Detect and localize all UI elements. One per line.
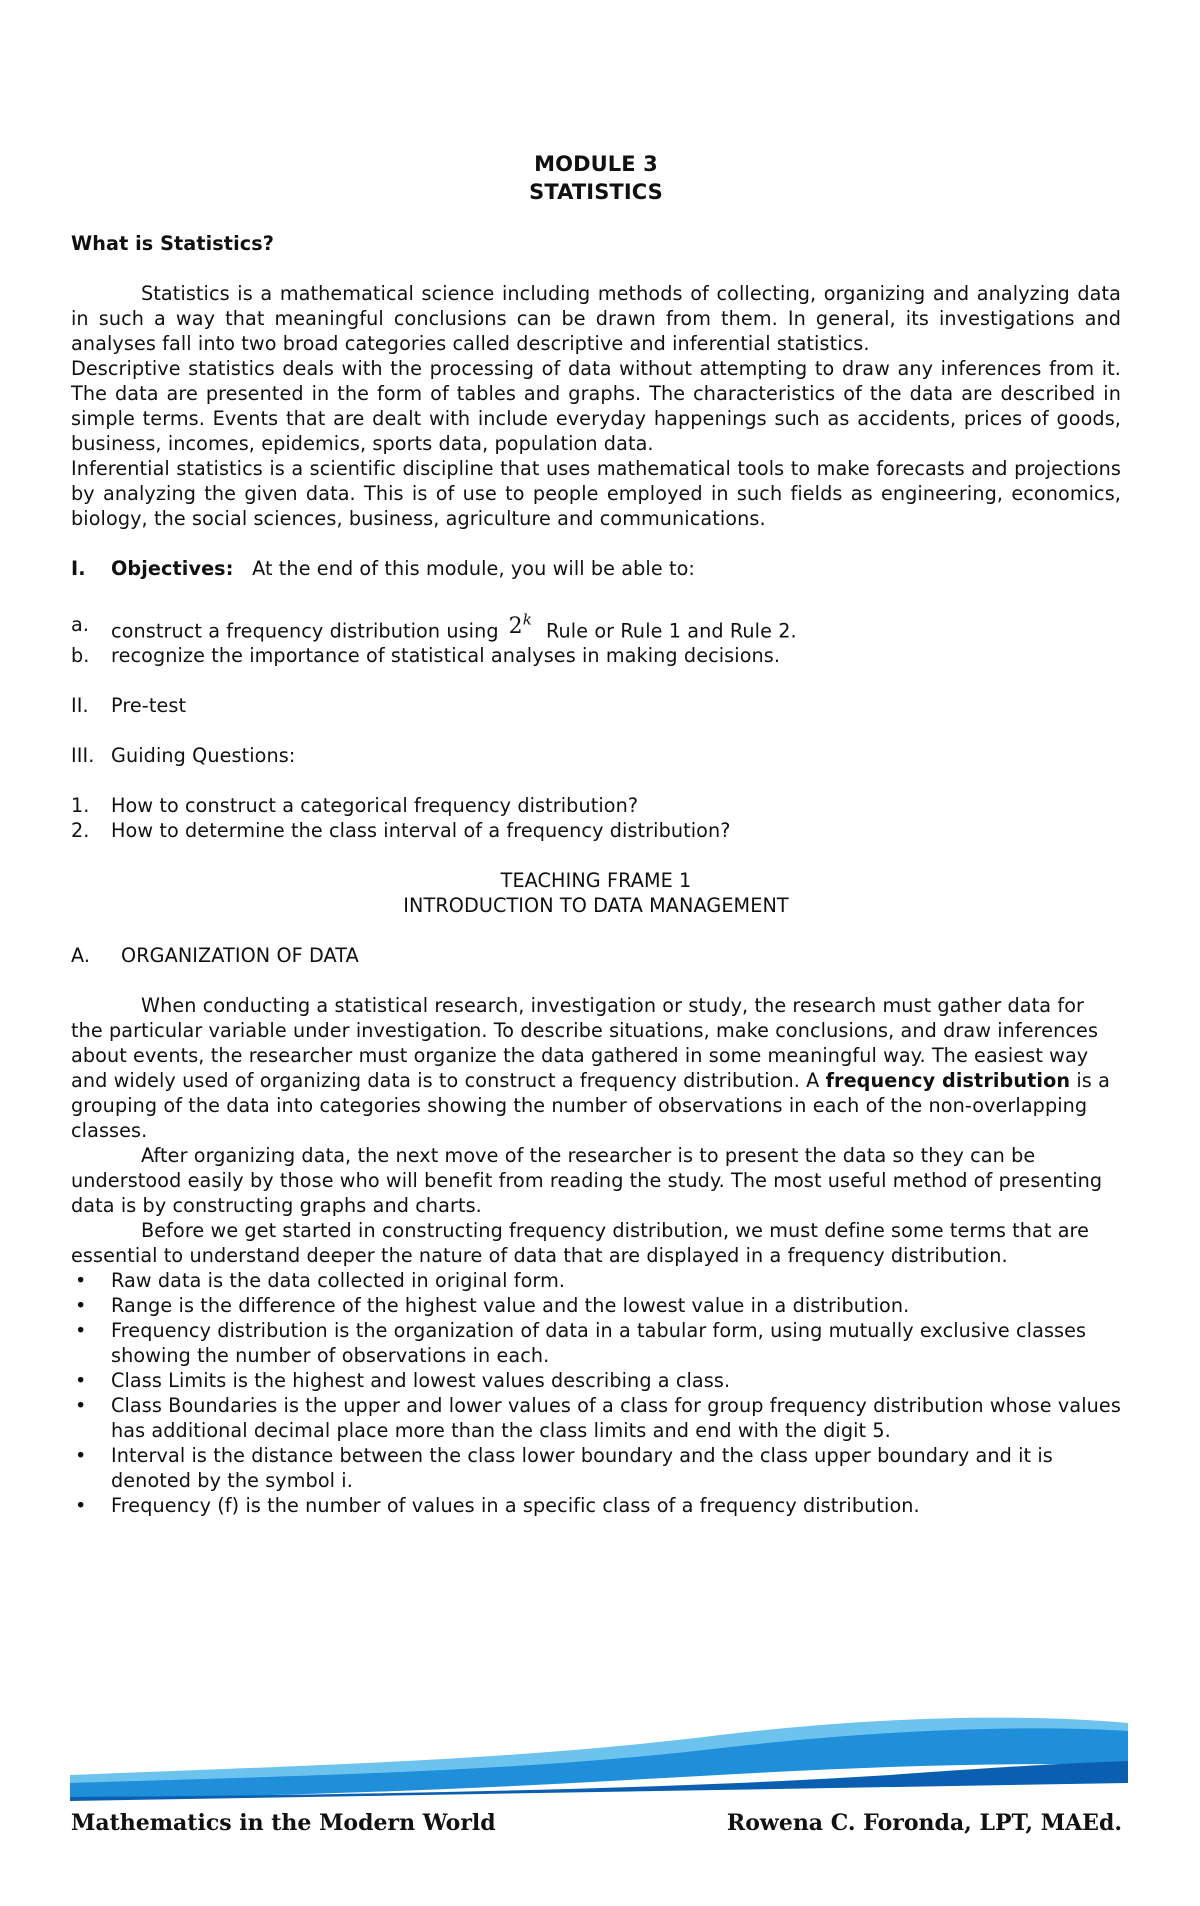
objectives-lead: At the end of this module, you will be able to:: [252, 557, 695, 580]
objective-b-text: recognize the importance of statistical analyses in making decisions.: [111, 644, 781, 668]
bullet: •: [75, 1394, 87, 1418]
objective-b: [71, 643, 1121, 668]
bullet: •: [75, 1269, 87, 1293]
teaching-frame-title: TEACHING FRAME 1: [500, 869, 692, 893]
module-subject: STATISTICS: [529, 180, 663, 204]
terms-list: [71, 1268, 1121, 1518]
list-item: • Range is the difference of the highest value and the lowest value in a distribution.: [71, 1293, 1121, 1318]
pretest-number: II.: [71, 694, 89, 718]
intro-paragraph-3: Inferential statistics is a scientific discipline that uses mathematical tools to make forecasts and projections by analyzing the given data. This is of use to people employed in such fields as engineering, economics, biology, the social sciences, business, agriculture and communications.: [71, 457, 1121, 530]
list-item: • Class Boundaries is the upper and lower values of a class for group frequency distribution whose values has additional decimal place more than the class limits and end with the digit 5.: [71, 1393, 1121, 1443]
bullet: •: [75, 1494, 87, 1518]
objective-a-text: construct a frequency distribution using: [111, 619, 499, 643]
objectives-number: I.: [71, 557, 86, 580]
pretest-heading: [71, 693, 1121, 718]
objective-a-marker: a.: [71, 613, 90, 636]
module-number: MODULE 3: [534, 152, 658, 176]
teaching-frame-subtitle: INTRODUCTION TO DATA MANAGEMENT: [403, 894, 789, 918]
section-a-paragraph-2: After organizing data, the next move of the researcher is to present the data so they can be understood easily by those who will benefit from reading the study. The most useful method of presenting data is by constructing graphs and charts.: [71, 1144, 1103, 1218]
document-content: [71, 150, 1121, 1518]
list-item: • Class Limits is the highest and lowest values describing a class.: [71, 1368, 1121, 1393]
bullet: •: [75, 1369, 87, 1393]
section-a-paragraph-3: Before we get started in constructing frequency distribution, we must define some terms that are essential to understand deeper the nature of data that are displayed in a frequency distribution.: [71, 1219, 1090, 1268]
intro-paragraph-2: Descriptive statistics deals with the processing of data without attempting to draw any inferences from it. The data are presented in the form of tables and graphs. The characteristics of the data are described in simple terms. Events that are dealt with include everyday happenings such as accidents, prices of goods, business, incomes, epidemics, sports data, population data.: [71, 357, 1121, 455]
formula-2k: 2$^k$: [508, 611, 532, 640]
list-item: • Interval is the distance between the class lower boundary and the class upper boundary and it is denoted by the symbol i.: [71, 1443, 1121, 1493]
objective-a-rule: Rule or Rule 1 and Rule 2.: [545, 619, 797, 643]
pretest-label: Pre-test: [111, 694, 187, 718]
frequency-distribution-term: frequency distribution: [825, 1069, 1071, 1093]
guiding-label: Guiding Questions:: [111, 744, 296, 768]
footer-wave-decoration: [70, 1705, 1128, 1825]
objective-a: [71, 612, 1121, 643]
guiding-questions: [71, 793, 1121, 843]
list-item: 1. How to construct a categorical frequency distribution?: [71, 794, 639, 818]
list-item: • Frequency distribution is the organization of data in a tabular form, using mutually exclusive classes showing the number of observations in each.: [71, 1318, 1121, 1368]
footer-course-title: Mathematics in the Modern World: [71, 1810, 496, 1836]
section-a-heading: [71, 943, 1121, 968]
footer-author: Rowena C. Foronda, LPT, MAEd.: [726, 1810, 1122, 1836]
bullet: •: [75, 1444, 87, 1468]
section-a-title: ORGANIZATION OF DATA: [121, 944, 359, 968]
section-a-paragraph-1: When conducting a statistical research, investigation or study, the research must gather data for the particular variable under investigation. To describe situations, make conclusions, and draw inferences about events, the researcher must organize the data gathered in some meaningful way. The easiest way and widely used of organizing data is to construct a frequency distribution. A frequency distribution is a grouping of the data into categories showing the number of observations in each of the non-overlapping classes.: [71, 994, 1110, 1143]
objective-b-marker: b.: [71, 644, 90, 668]
intro-paragraph-1: Statistics is a mathematical science including methods of collecting, organizing and analyzing data in such a way that meaningful conclusions can be drawn from them. In general, its investigations and analyses fall into two broad categories called descriptive and inferential statistics.: [71, 282, 1121, 355]
section-a-marker: A.: [71, 944, 91, 968]
list-item: • Raw data is the data collected in original form.: [71, 1268, 1121, 1293]
bullet: •: [75, 1319, 87, 1343]
objectives-label: Objectives:: [111, 557, 234, 580]
bullet: •: [75, 1294, 87, 1318]
list-item: • Frequency (f) is the number of values in a specific class of a frequency distribution.: [71, 1493, 1121, 1518]
guiding-number: III.: [71, 744, 95, 768]
objectives-heading: [71, 556, 1121, 581]
guiding-heading: [71, 743, 1121, 768]
list-item: 2. How to determine the class interval of a frequency distribution?: [71, 819, 731, 843]
intro-heading: What is Statistics?: [71, 232, 274, 255]
